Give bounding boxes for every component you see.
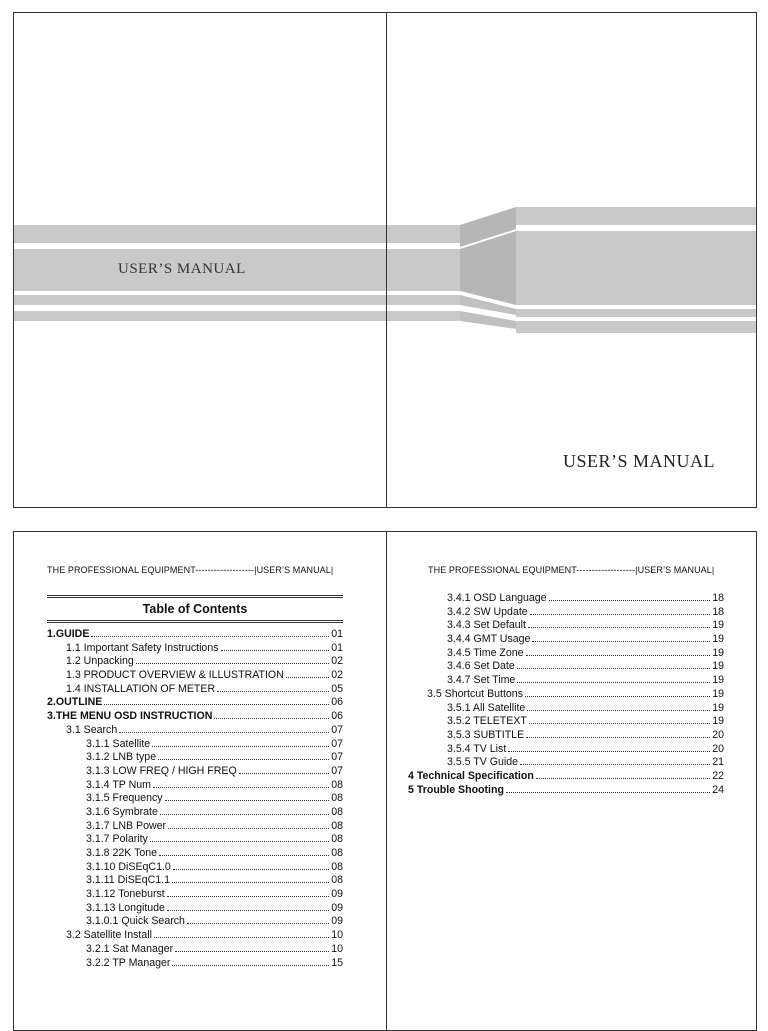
toc-entry-leader [517, 674, 710, 683]
toc-entry-title: 3.4.2 SW Update [447, 605, 528, 618]
toc-entry-title: 3.2.1 Sat Manager [86, 942, 174, 955]
toc-entry-page: 21 [712, 756, 724, 769]
toc-entry-page: 08 [331, 847, 343, 859]
toc-entry-leader [153, 779, 329, 788]
toc-entry [47, 888, 343, 902]
toc-entry [408, 633, 724, 647]
toc-entry-title: 3.4.7 Set Time [447, 674, 516, 687]
toc-entry [47, 861, 343, 875]
toc-entry-page: 15 [331, 956, 343, 969]
toc-entry-leader [526, 729, 710, 738]
toc-entry-page: 10 [331, 929, 343, 942]
toc-entry-page: 01 [331, 641, 343, 654]
toc-list-right [408, 592, 724, 797]
toc-entry-page: 01 [331, 628, 343, 640]
toc-entry-page: 18 [712, 605, 724, 618]
toc-entry-title: 3.1.11 DiSEqC1.1 [86, 874, 171, 887]
toc-entry-title: 3.4.6 Set Date [447, 660, 515, 673]
toc-entry-leader [152, 738, 329, 747]
toc-entry [47, 915, 343, 929]
toc-entry-title: 3.1.8 22K Tone [86, 847, 158, 859]
cover-band-transition [460, 203, 516, 333]
toc-entry-page: 06 [331, 710, 343, 723]
toc-entry-page: 19 [712, 646, 724, 659]
toc-entry-page: 10 [331, 942, 343, 955]
toc-entry-title: 3.1.4 TP Num [86, 778, 151, 791]
toc-entry-page: 09 [331, 888, 343, 901]
toc-entry-title: 3.THE MENU OSD INSTRUCTION [47, 710, 213, 723]
page-header-left: THE PROFESSIONAL EQUIPMENT-------------------|USER’S MANUAL| [47, 565, 334, 575]
toc-entry [47, 792, 343, 806]
toc-entry-page: 19 [712, 619, 724, 632]
toc-entry [408, 770, 724, 784]
toc-entry [408, 784, 724, 798]
toc-entry-leader [172, 874, 329, 883]
toc-entry-title: 3.5.1 All Satellite [447, 701, 526, 714]
toc-entry-leader [529, 715, 710, 724]
toc-entry-leader [168, 820, 329, 829]
toc-entry [408, 592, 724, 606]
toc-entry-page: 08 [331, 860, 343, 873]
toc-entry [47, 628, 343, 642]
toc-entry [408, 756, 724, 770]
toc-entry-title: 3.4.5 Time Zone [447, 646, 524, 659]
toc-entry-title: 3.2.2 TP Manager [86, 956, 171, 969]
cover-band-top-left [14, 225, 460, 243]
cover-band-thin-left-1 [14, 295, 460, 305]
toc-entry-page: 20 [712, 742, 724, 755]
toc-entry [47, 957, 343, 971]
cover-band-main-right [516, 231, 757, 305]
toc-entry-page: 24 [712, 783, 724, 796]
toc-entry [47, 874, 343, 888]
toc-entry-page: 02 [331, 655, 343, 668]
toc-entry-page: 19 [712, 660, 724, 673]
toc-entry-title: 1.2 Unpacking [66, 655, 134, 668]
toc-entry-title: 3.1.6 Symbrate [86, 805, 158, 818]
toc-entry-page: 19 [712, 701, 724, 714]
toc-entry-leader [167, 902, 329, 911]
toc-entry [408, 619, 724, 633]
toc-entry [408, 715, 724, 729]
toc-entry [47, 683, 343, 697]
toc-entry-title: 1.1 Important Safety Instructions [66, 641, 219, 654]
toc-entry-page: 08 [331, 778, 343, 791]
toc-entry [47, 724, 343, 738]
toc-entry-leader [150, 833, 329, 842]
toc-entry-title: 3.5.4 TV List [447, 742, 507, 755]
toc-entry-leader [173, 861, 329, 870]
toc-entry-page: 19 [712, 674, 724, 687]
toc-entry-page: 02 [331, 669, 343, 682]
toc-entry-title: 3.5 Shortcut Buttons [427, 687, 523, 700]
toc-entry [47, 929, 343, 943]
toc-entry-title: 3.1.1 Satellite [86, 737, 151, 750]
toc-entry [408, 729, 724, 743]
toc-entry-title: 3.1.3 LOW FREQ / HIGH FREQ [86, 764, 237, 777]
toc-entry-title: 3.4.3 Set Default [447, 619, 526, 632]
toc-entry-title: 1.3 PRODUCT OVERVIEW & ILLUSTRATION [66, 669, 284, 682]
toc-entry-leader [119, 724, 329, 733]
toc-entry-page: 07 [331, 723, 343, 736]
toc-entry-page: 07 [331, 751, 343, 764]
toc-entry [47, 669, 343, 683]
toc-entry-leader [286, 669, 329, 678]
toc-entry-title: 3.1.13 Longitude [86, 901, 165, 914]
cover-title-right: USER’S MANUAL [563, 451, 716, 471]
toc-entry-page: 20 [712, 728, 724, 741]
toc-entry [47, 820, 343, 834]
toc-entry-leader [520, 756, 710, 765]
toc-entry-leader [187, 915, 329, 924]
toc-entry-title: 3.1.7 LNB Power [86, 819, 167, 832]
toc-entry-page: 05 [331, 682, 343, 695]
toc-entry-title: 3.5.2 TELETEXT [447, 715, 527, 728]
toc-entry-title: 3.1.5 Frequency [86, 792, 163, 805]
toc-entry-leader [165, 792, 330, 801]
toc-entry-page: 08 [331, 874, 343, 887]
toc-entry [47, 751, 343, 765]
toc-entry-leader [214, 710, 329, 719]
toc-entry-leader [91, 628, 329, 637]
toc-entry [408, 688, 724, 702]
cover-band-thin-left-2 [14, 311, 460, 321]
toc-entry [47, 833, 343, 847]
toc-entry-title: 3.1.12 Toneburst [86, 888, 165, 901]
toc-entry-title: 3.4.4 GMT Usage [447, 633, 531, 646]
cover-band-thin-right-1 [516, 309, 757, 317]
toc-list-left [47, 628, 343, 970]
toc-entry [47, 738, 343, 752]
toc-entry [408, 743, 724, 757]
toc-entry-page: 18 [712, 592, 724, 604]
toc-entry-leader [172, 957, 329, 966]
toc-entry-page: 08 [331, 819, 343, 832]
toc-entry-leader [160, 806, 329, 815]
toc-entry [47, 943, 343, 957]
toc-entry-leader [159, 847, 329, 856]
toc-entry-title: 3.4.1 OSD Language [447, 592, 547, 604]
toc-entry-page: 09 [331, 901, 343, 914]
toc-entry-leader [536, 770, 710, 779]
page-header-right: THE PROFESSIONAL EQUIPMENT-------------------|USER’S MANUAL| [428, 565, 715, 575]
toc-entry-page: 09 [331, 915, 343, 928]
toc-entry-leader [175, 943, 329, 952]
toc-entry-title: 3.1.2 LNB type [86, 751, 157, 764]
toc-entry [47, 655, 343, 669]
cover-band-thin-right-2 [516, 321, 757, 333]
toc-entry-leader [217, 683, 329, 692]
toc-entry-title: 4 Technical Specification [408, 769, 534, 782]
toc-entry-title: 5 Trouble Shooting [408, 783, 504, 796]
toc-entry-title: 3.1.10 DiSEqC1.0 [86, 860, 171, 873]
toc-entry-page: 08 [331, 833, 343, 846]
toc-entry-leader [517, 660, 710, 669]
toc-entry-page: 07 [331, 764, 343, 777]
toc-entry-leader [530, 606, 711, 615]
cover-sheet [13, 12, 757, 508]
toc-entry [408, 647, 724, 661]
toc-entry [47, 642, 343, 656]
toc-entry [47, 779, 343, 793]
toc-entry [47, 806, 343, 820]
toc-entry-leader [527, 702, 710, 711]
toc-entry [408, 674, 724, 688]
toc-entry-page: 22 [712, 769, 724, 782]
toc-entry-title: 3.1.0.1 Quick Search [86, 915, 185, 928]
toc-entry [47, 765, 343, 779]
toc-entry-leader [136, 655, 329, 664]
toc-entry-page: 08 [331, 805, 343, 818]
toc-entry-leader [221, 642, 330, 651]
toc-entry-leader [532, 633, 710, 642]
toc-entry-leader [239, 765, 330, 774]
toc-entry [47, 696, 343, 710]
toc-entry [408, 660, 724, 674]
cover-title-left: USER’S MANUAL [118, 261, 246, 277]
toc-entry-title: 1.GUIDE [47, 628, 90, 640]
toc-entry [408, 606, 724, 620]
toc-entry-page: 08 [331, 792, 343, 805]
toc-entry-leader [508, 743, 710, 752]
toc-entry-title: 3.5.3 SUBTITLE [447, 728, 525, 741]
toc-entry-leader [506, 784, 710, 793]
cover-band-top-right [516, 207, 757, 225]
toc-entry-page: 07 [331, 737, 343, 750]
toc-entry-page: 19 [712, 687, 724, 700]
toc-entry [47, 710, 343, 724]
toc-entry-page: 06 [331, 696, 343, 709]
toc-entry [47, 847, 343, 861]
toc-entry-title: 2.OUTLINE [47, 696, 103, 709]
toc-entry-leader [528, 619, 710, 628]
toc-entry-leader [549, 592, 711, 601]
toc-entry-title: 3.2 Satellite Install [66, 929, 152, 942]
toc-entry [408, 702, 724, 716]
toc-entry-leader [167, 888, 329, 897]
toc-fold-line [386, 532, 387, 1030]
toc-entry-leader [158, 751, 329, 760]
toc-entry-leader [526, 647, 711, 656]
toc-sheet [13, 531, 757, 1031]
toc-entry-leader [525, 688, 710, 697]
toc-heading: Table of Contents [47, 595, 343, 623]
toc-entry-title: 3.5.5 TV Guide [447, 756, 519, 769]
toc-entry-page: 19 [712, 715, 724, 728]
toc-entry-leader [154, 929, 329, 938]
toc-entry [47, 902, 343, 916]
toc-entry-leader [104, 696, 329, 705]
toc-entry-title: 1.4 INSTALLATION OF METER [66, 682, 216, 695]
toc-entry-title: 3.1 Search [66, 723, 118, 736]
toc-entry-page: 19 [712, 633, 724, 646]
cover-fold-line [386, 13, 387, 507]
toc-entry-title: 3.1.7 Polarity [86, 833, 148, 846]
